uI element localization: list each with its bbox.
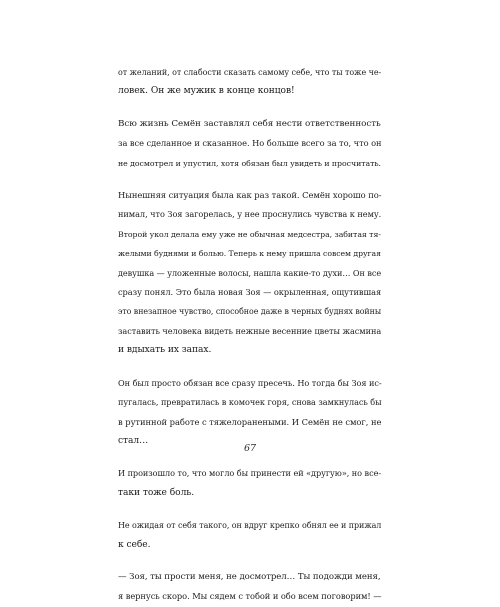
text-line: к себе.: [118, 539, 151, 550]
paragraph-4: [118, 374, 383, 452]
text-line: и вдыхать их запах.: [118, 345, 212, 356]
text-line: Не ожидая от себя такого, он вдруг крепко обнял ее и прижал: [118, 521, 382, 531]
paragraph-1: [118, 63, 383, 102]
text-line: я вернусь скоро. Мы сядем с тобой и обо всем поговорим! —: [118, 591, 382, 602]
text-line: стал…: [118, 435, 149, 446]
text-line: за все сделанное и сказанное. Но больше всего за то, что он: [118, 138, 382, 149]
text-line: Нынешняя ситуация была как раз такой. Семён хорошо по-: [118, 190, 382, 201]
text-line: И произошло то, что могло бы принести ей «другую», но все-: [118, 468, 382, 479]
text-line: Он был просто обязан все сразу пресечь. Но тогда бы Зоя ис-: [118, 377, 382, 388]
text-line: не досмотрел и упустил, хотя обязан был увидеть и просчитать.: [118, 158, 381, 168]
body-text: [118, 63, 383, 607]
paragraph-2: [118, 115, 383, 173]
text-line: таки тоже боль.: [118, 487, 195, 498]
text-line: от желаний, от слабости сказать самому себе, что ты тоже че-: [118, 68, 382, 77]
paragraph-7: [118, 568, 383, 607]
page-number: 67: [243, 443, 257, 454]
text-line: пугалась, превратилась в комочек горя, снова замкнулась бы: [118, 397, 382, 408]
text-line: Всю жизнь Семён заставлял себя нести ответственность: [118, 118, 381, 129]
text-line: ловек. Он же мужик в конце концов!: [118, 86, 295, 97]
paragraph-6: [118, 516, 383, 555]
text-line: нимал, что Зоя загорелась, у нее проснулись чувства к нему.: [118, 209, 382, 220]
text-line: девушка — уложенные волосы, нашла какие-то духи… Он все: [118, 267, 382, 278]
paragraph-5: [118, 464, 383, 503]
text-line: желыми буднями и болью. Теперь к нему пришла совсем другая: [118, 249, 381, 259]
text-line: заставить человека видеть нежные весенние цветы жасмина: [118, 325, 382, 336]
text-line: — Зоя, ты прости меня, не досмотрел… Ты подожди меня,: [118, 571, 381, 582]
paragraph-3: [118, 186, 383, 361]
text-line: сразу понял. Это была новая Зоя — окрыленная, ощутившая: [118, 287, 382, 298]
text-line: это внезапное чувство, способное даже в черных буднях войны: [118, 307, 382, 317]
text-line: Второй укол делала ему уже не обычная медсестра, забитая тя-: [118, 229, 381, 239]
text-line: в рутинной работе с тяжелоранеными. И Семён не смог, не: [118, 416, 382, 427]
